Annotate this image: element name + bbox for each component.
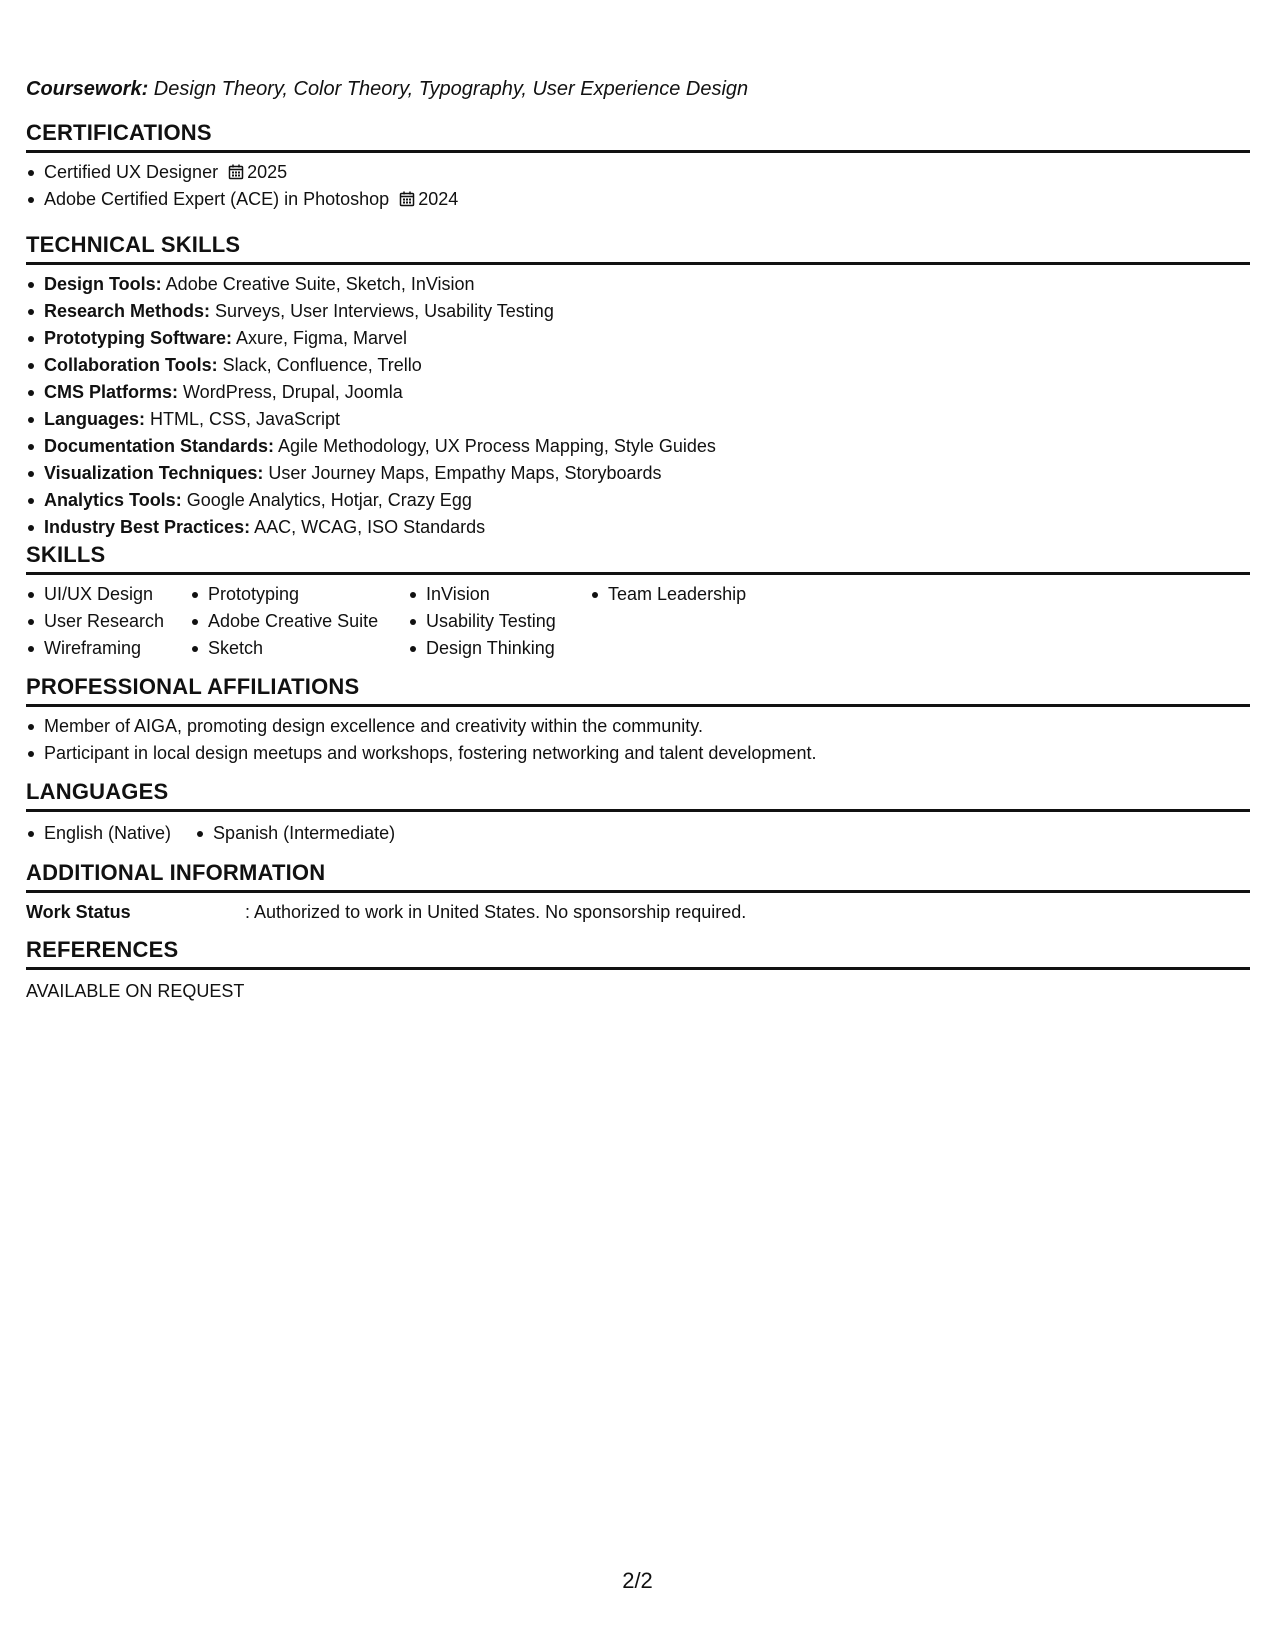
technical-skill-label: Visualization Techniques: bbox=[44, 463, 264, 483]
skill-item: Sketch bbox=[190, 635, 384, 662]
references-section bbox=[26, 937, 1250, 1005]
technical-skill-item bbox=[26, 298, 1250, 325]
coursework-label: Coursework: bbox=[26, 78, 149, 100]
language-item: English (Native) bbox=[26, 820, 171, 847]
technical-skill-value: Slack, Confluence, Trello bbox=[217, 355, 422, 375]
technical-skills-list bbox=[26, 271, 1250, 541]
calendar-icon bbox=[399, 191, 415, 207]
technical-skill-value: Surveys, User Interviews, Usability Testing bbox=[210, 301, 554, 321]
calendar-icon bbox=[228, 164, 244, 180]
affiliation-item: Member of AIGA, promoting design excellence and creativity within the community. bbox=[26, 713, 1250, 740]
skill-item: Adobe Creative Suite bbox=[190, 608, 384, 635]
skills-column bbox=[408, 581, 566, 662]
skill-item: Usability Testing bbox=[408, 608, 566, 635]
technical-skill-value: Google Analytics, Hotjar, Crazy Egg bbox=[181, 490, 472, 510]
skill-item: UI/UX Design bbox=[26, 581, 166, 608]
certification-item bbox=[26, 159, 1250, 186]
work-status-row bbox=[26, 899, 1250, 926]
skills-column bbox=[190, 581, 384, 662]
technical-skill-item bbox=[26, 352, 1250, 379]
affiliations-heading: PROFESSIONAL AFFILIATIONS bbox=[26, 674, 1250, 707]
skills-grid bbox=[26, 581, 1250, 662]
technical-skill-item bbox=[26, 325, 1250, 352]
technical-skill-item bbox=[26, 460, 1250, 487]
technical-skill-item bbox=[26, 406, 1250, 433]
skills-column bbox=[26, 581, 166, 662]
technical-skill-item bbox=[26, 514, 1250, 541]
languages-section bbox=[26, 779, 1250, 847]
language-item: Spanish (Intermediate) bbox=[195, 820, 395, 847]
technical-skill-value: AAC, WCAG, ISO Standards bbox=[250, 517, 486, 537]
references-text: AVAILABLE ON REQUEST bbox=[26, 981, 245, 1001]
skill-item: User Research bbox=[26, 608, 166, 635]
certification-name: Adobe Certified Expert (ACE) in Photoshop bbox=[44, 189, 390, 209]
technical-skill-value: HTML, CSS, JavaScript bbox=[145, 409, 341, 429]
certification-item bbox=[26, 186, 1250, 213]
technical-skill-value: Adobe Creative Suite, Sketch, InVision bbox=[161, 274, 475, 294]
technical-skill-label: Collaboration Tools: bbox=[44, 355, 218, 375]
skills-column bbox=[590, 581, 746, 662]
skill-item: InVision bbox=[408, 581, 566, 608]
certification-year: 2025 bbox=[247, 162, 288, 182]
skills-section bbox=[26, 542, 1250, 662]
technical-skill-label: Analytics Tools: bbox=[44, 490, 182, 510]
affiliations-list bbox=[26, 713, 1250, 767]
technical-skill-label: Research Methods: bbox=[44, 301, 211, 321]
technical-skill-label: Industry Best Practices: bbox=[44, 517, 251, 537]
skill-item: Design Thinking bbox=[408, 635, 566, 662]
technical-skills-section bbox=[26, 232, 1250, 541]
skill-item: Team Leadership bbox=[590, 581, 746, 608]
coursework-line bbox=[26, 78, 748, 101]
technical-skill-label: Languages: bbox=[44, 409, 146, 429]
affiliations-section bbox=[26, 674, 1250, 767]
additional-info-heading: ADDITIONAL INFORMATION bbox=[26, 860, 1250, 893]
certifications-heading: CERTIFICATIONS bbox=[26, 120, 1250, 153]
technical-skill-value: User Journey Maps, Empathy Maps, Storyboards bbox=[263, 463, 662, 483]
references-heading: REFERENCES bbox=[26, 937, 1250, 970]
technical-skill-value: WordPress, Drupal, Joomla bbox=[178, 382, 403, 402]
technical-skill-label: Prototyping Software: bbox=[44, 328, 232, 348]
skills-heading: SKILLS bbox=[26, 542, 1250, 575]
certifications-section bbox=[26, 120, 1250, 213]
page-number: 2/2 bbox=[622, 1568, 653, 1593]
coursework-value: Design Theory, Color Theory, Typography, User Experience Design bbox=[148, 78, 749, 100]
skill-item: Prototyping bbox=[190, 581, 384, 608]
technical-skill-value: Agile Methodology, UX Process Mapping, Style Guides bbox=[274, 436, 716, 456]
technical-skill-label: CMS Platforms: bbox=[44, 382, 179, 402]
technical-skill-item bbox=[26, 433, 1250, 460]
work-status-label: Work Status bbox=[26, 902, 131, 922]
certification-name: Certified UX Designer bbox=[44, 162, 219, 182]
technical-skill-label: Documentation Standards: bbox=[44, 436, 275, 456]
technical-skill-label: Design Tools: bbox=[44, 274, 162, 294]
languages-list bbox=[26, 820, 1250, 847]
technical-skill-item bbox=[26, 487, 1250, 514]
technical-skills-heading: TECHNICAL SKILLS bbox=[26, 232, 1250, 265]
additional-info-section bbox=[26, 860, 1250, 926]
languages-heading: LANGUAGES bbox=[26, 779, 1250, 812]
technical-skill-item bbox=[26, 271, 1250, 298]
certifications-list bbox=[26, 159, 1250, 213]
work-status-value: : Authorized to work in United States. No sponsorship required. bbox=[245, 902, 747, 922]
certification-year: 2024 bbox=[418, 189, 459, 209]
technical-skill-item bbox=[26, 379, 1250, 406]
technical-skill-value: Axure, Figma, Marvel bbox=[232, 328, 408, 348]
skill-item: Wireframing bbox=[26, 635, 166, 662]
affiliation-item: Participant in local design meetups and workshops, fostering networking and talent development. bbox=[26, 740, 1250, 767]
